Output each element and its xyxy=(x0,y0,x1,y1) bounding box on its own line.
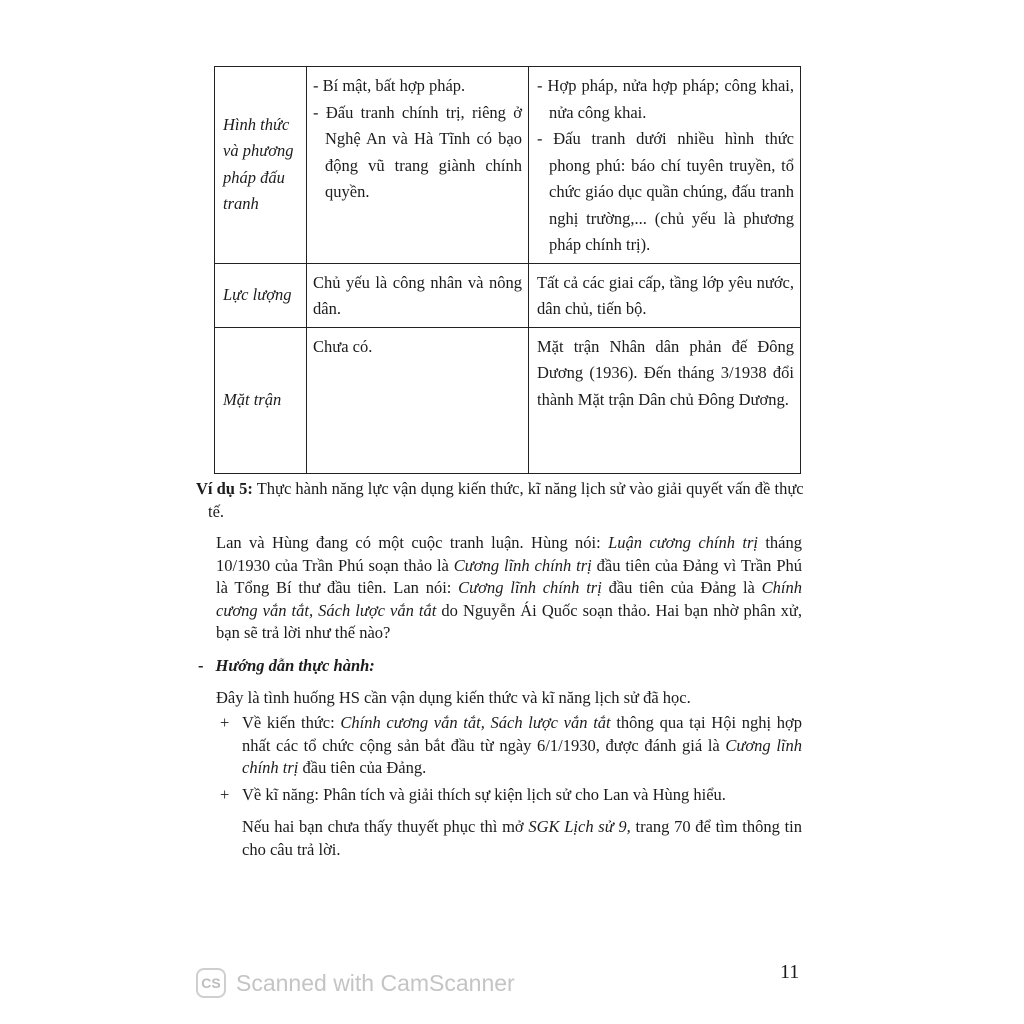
table-row xyxy=(215,263,801,327)
cell-line: - Đấu tranh chính trị, riêng ở Nghệ An và Hà Tĩnh có bạo động vũ trang giành chính quyền. xyxy=(313,102,522,201)
bullet-skill xyxy=(220,784,802,807)
comparison-table xyxy=(214,66,801,474)
camscanner-watermark xyxy=(196,968,515,998)
table-cell: Tất cả các giai cấp, tầng lớp yêu nước, dân chủ, tiến bộ. xyxy=(529,263,801,327)
guide-note: Nếu hai bạn chưa thấy thuyết phục thì mở SGK Lịch sử 9, trang 70 để tìm thông tin cho câu trả lời. xyxy=(242,817,802,859)
plus-bullet-icon: + xyxy=(220,713,230,732)
row-label: Hình thức và phương pháp đấu tranh xyxy=(215,67,307,264)
example-title-text: Thực hành năng lực vận dụng kiến thức, kĩ năng lịch sử vào giải quyết vấn đề thực tế. xyxy=(208,479,804,521)
table-row xyxy=(215,67,801,264)
row-label: Mặt trận xyxy=(215,327,307,473)
bullet-text: Về kiến thức: Chính cương vắn tắt, Sách lược vắn tắt thông qua tại Hội nghị hợp nhất các tổ chức cộng sản bắt đầu từ ngày 6/1/1930, được đánh giá là Cương lĩnh chính trị đầu tiên của Đảng. xyxy=(242,713,802,777)
guide-heading-text: Hướng dẫn thực hành: xyxy=(215,656,375,675)
guide-heading xyxy=(198,655,375,678)
table-row xyxy=(215,327,801,473)
guide-intro: Đây là tình huống HS cần vận dụng kiến thức và kĩ năng lịch sử đã học. xyxy=(216,688,691,707)
bullet-text: Về kĩ năng: Phân tích và giải thích sự kiện lịch sử cho Lan và Hùng hiểu. xyxy=(242,785,726,804)
page-number: 11 xyxy=(780,961,800,983)
table-cell xyxy=(529,67,801,264)
bullet-knowledge xyxy=(220,712,802,780)
example-story: Lan và Hùng đang có một cuộc tranh luận. Hùng nói: Luận cương chính trị tháng 10/1930 của Trần Phú soạn thảo là Cương lĩnh chính trị đầu tiên của Đảng vì Trần Phú là Tổng Bí thư đầu tiên. Lan nói: Cương lĩnh chính trị đầu tiên của Đảng là Chính cương vắn tắt, Sách lược vắn tắt do Nguyễn Ái Quốc soạn thảo. Hai bạn nhờ phân xử, bạn sẽ trả lời như thế nào? xyxy=(216,533,802,642)
table-cell: Chưa có. xyxy=(307,327,529,473)
example-title xyxy=(196,478,816,523)
cell-line: - Hợp pháp, nửa hợp pháp; công khai, nửa công khai. xyxy=(537,76,794,122)
table-cell: Chủ yếu là công nhân và nông dân. xyxy=(307,263,529,327)
cell-line: - Đấu tranh dưới nhiều hình thức phong phú: báo chí tuyên truyền, tổ chức giáo dục quần chúng, đấu tranh nghị trường,... (chủ yếu là phương pháp chính trị). xyxy=(537,129,794,254)
dash-bullet: - xyxy=(198,656,204,675)
watermark-text: Scanned with CamScanner xyxy=(236,969,515,996)
cell-line: - Bí mật, bất hợp pháp. xyxy=(313,76,466,95)
table-cell: Mặt trận Nhân dân phản đế Đông Dương (1936). Đến tháng 3/1938 đổi thành Mặt trận Dân chủ Đông Dương. xyxy=(529,327,801,473)
example-label: Ví dụ 5: xyxy=(196,479,253,498)
table-cell xyxy=(307,67,529,264)
row-label: Lực lượng xyxy=(215,263,307,327)
camscanner-logo-icon: CS xyxy=(196,968,226,998)
plus-bullet-icon: + xyxy=(220,785,230,804)
